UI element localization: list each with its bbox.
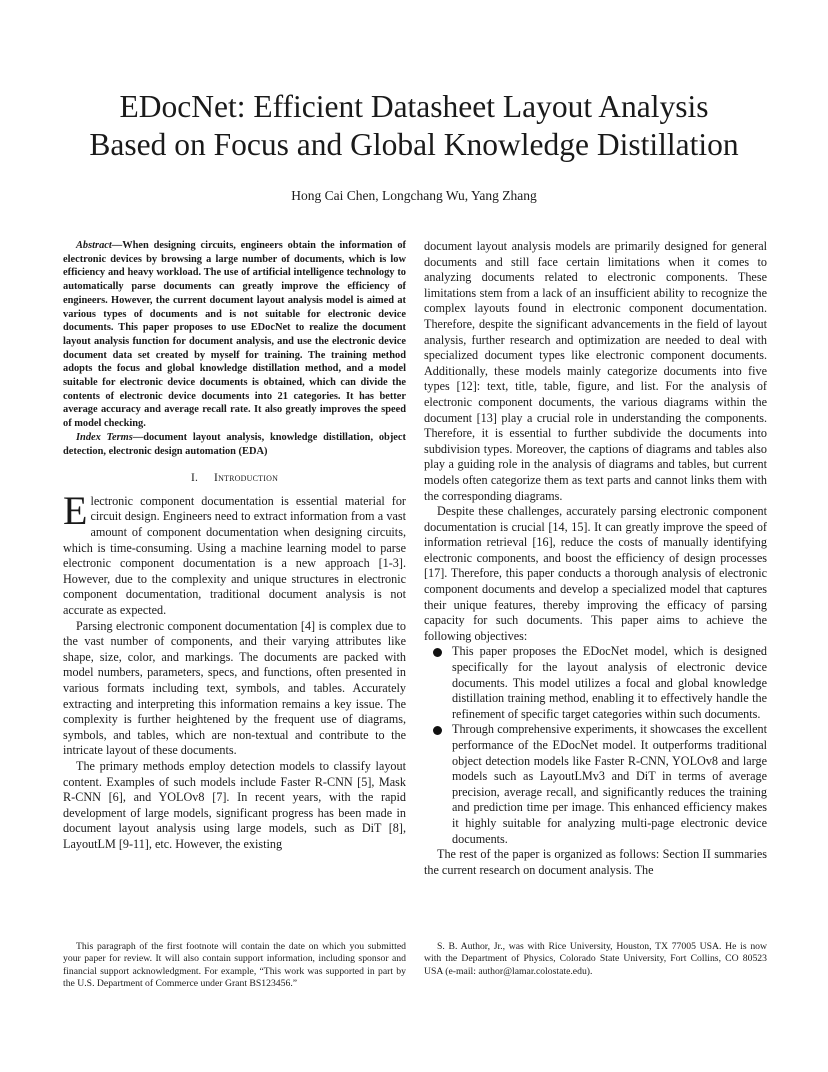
intro-paragraph-6: The rest of the paper is organized as follows: Section II summaries the current research on document analysis. The [424, 847, 767, 877]
footnote-right: S. B. Author, Jr., was with Rice University, Houston, TX 77005 USA. He is now with the Department of Physics, Colorado State University, Fort Collins, CO 80523 USA (e-mail: author@lamar.colostate.edu). [424, 941, 767, 977]
intro-paragraph-1-text: lectronic component documentation is essential material for circuit design. Engineers need to extract information from a vast amount of component documentation when designing circuits, which is time-consuming. Using a machine learning model to parse electronic component documentation is a new approach [1-3]. However, due to the complexity and unique structures in electronic component documentation, traditional document analysis is not accurate as expected. [63, 493, 406, 617]
list-item-text: This paper proposes the EDocNet model, which is designed specifically for the layout analysis of electronic device documents. This model utilizes a focal and global knowledge distillation training method, enabling it to effectively handle the refinement of specific target categories within such documents. [452, 644, 767, 721]
right-column [424, 239, 767, 878]
abstract-label: Abstract [76, 240, 112, 251]
author-list: Hong Cai Chen, Longchang Wu, Yang Zhang [291, 188, 537, 203]
objectives-list [424, 644, 767, 847]
section-heading [63, 471, 406, 487]
intro-paragraph-2: Parsing electronic component documentation [4] is complex due to the vast number of components, and their varying attributes like shape, size, color, and markings. The documents are packed with model numbers, parameters, specs, and functions, often presented in various formats including text, symbols, and tables. Accurately extracting and interpreting this information remains a key issue. The complexity is further heightened by the frequent use of diagrams, symbols, and tables, which are non-textual and contribute to the intricate layout of these documents. [63, 618, 406, 758]
intro-paragraph-5: Despite these challenges, accurately parsing electronic component documentation is crucial [14, 15]. It can greatly improve the speed of information retrieval [16], reduce the costs of manually identifying electronic components, and boost the efficiency of design processes [17]. Therefore, this paper conducts a thorough analysis of electronic component documents and develop a specialized model that captures their unique features, thereby improving the efficacy of parsing capacity for such documents. This paper aims to achieve the following objectives: [424, 504, 767, 643]
section-numeral: I. [190, 472, 199, 485]
footnote-left: This paragraph of the first footnote will contain the date on which you submitted your paper for review. It will also contain support information, including sponsor and financial support acknowledgment. For example, “This work was supported in part by the U.S. Department of Commerce under Grant BS123456.” [63, 941, 406, 990]
paper-title [40, 88, 788, 164]
index-terms-label: Index Terms [76, 431, 133, 443]
list-item [424, 644, 767, 722]
intro-paragraph-4: document layout analysis models are primarily designed for general documents and still face certain limitations when it comes to analyzing documents related to electronic components. These limitations stem from a lack of an insufficient ability to recognize the complex layouts found in electronic component documentation. Therefore, despite the significant advancements in the field of layout analysis, further research and optimization are needed to deal with specialized document types like electronic component documents. Additionally, these models mainly categorize documents into five types [12]: text, title, table, figure, and list. For the analysis of electronic component documents, the various diagrams within the document [13] play a crucial role in understanding the components. Therefore, it is essential to further subdivide the documents into subdivision types. Moreover, the captions of diagrams and tables also play a guiding role in the analysis of diagrams and tables, but current models often categorize them as text parts and cannot links them with the corresponding diagrams. [424, 239, 767, 503]
abstract-text: —When designing circuits, engineers obtain the information of electronic devices by browsing a large number of documents, which is low efficiency and heavy workload. The use of artificial intelligence technology to automatically parse documents can greatly improve the efficiency of engineers. However, the current document layout analysis model is aimed at various types of documents and is not suitable for electronic device documents. This paper proposes to use EDocNet to realize the document layout analysis function for document analysis, and use the electronic device document data set created by myself for training. The training method adopts the focus and global knowledge distillation method, and a model suitable for electronic device documents is obtained, which can divide the contents of electronic device documents into 21 categories. It has better average accuracy and average recall rate. It also greatly improves the speed of model checking. [63, 240, 406, 430]
list-item [424, 722, 767, 847]
list-item-text: Through comprehensive experiments, it showcases the excellent performance of the EDocNet model. It outperforms traditional object detection models like Faster R-CNN, YOLOv8 and large models such as LayoutLMv3 and DiT in terms of average precision, average recall, and significantly reduces the training and prediction time per image. This enhanced efficiency makes it highly suitable for analyzing multi-page electronic device documents. [452, 722, 767, 846]
index-terms-text: —document layout analysis, knowledge distillation, object detection, electronic design automation (EDA) [63, 431, 406, 457]
left-column [63, 239, 406, 853]
index-terms [63, 431, 406, 458]
abstract [63, 239, 406, 431]
intro-paragraph-1 [63, 487, 406, 619]
title-line-1: EDocNet: Efficient Datasheet Layout Analysis [119, 89, 709, 124]
drop-cap: E [63, 487, 88, 533]
title-line-2: Based on Focus and Global Knowledge Distillation [89, 127, 739, 162]
bullet-icon [433, 648, 442, 657]
intro-paragraph-3: The primary methods employ detection models to classify layout content. Examples of such models include Faster R-CNN [5], Mask R-CNN [6], and YOLOv8 [7]. In recent years, with the rapid development of large models, significant progress has been made in document layout analysis using large models, such as DiT [8], LayoutLM [9-11], etc. However, the existing [63, 758, 406, 851]
section-title: Introduction [214, 472, 279, 485]
bullet-icon [433, 726, 442, 735]
